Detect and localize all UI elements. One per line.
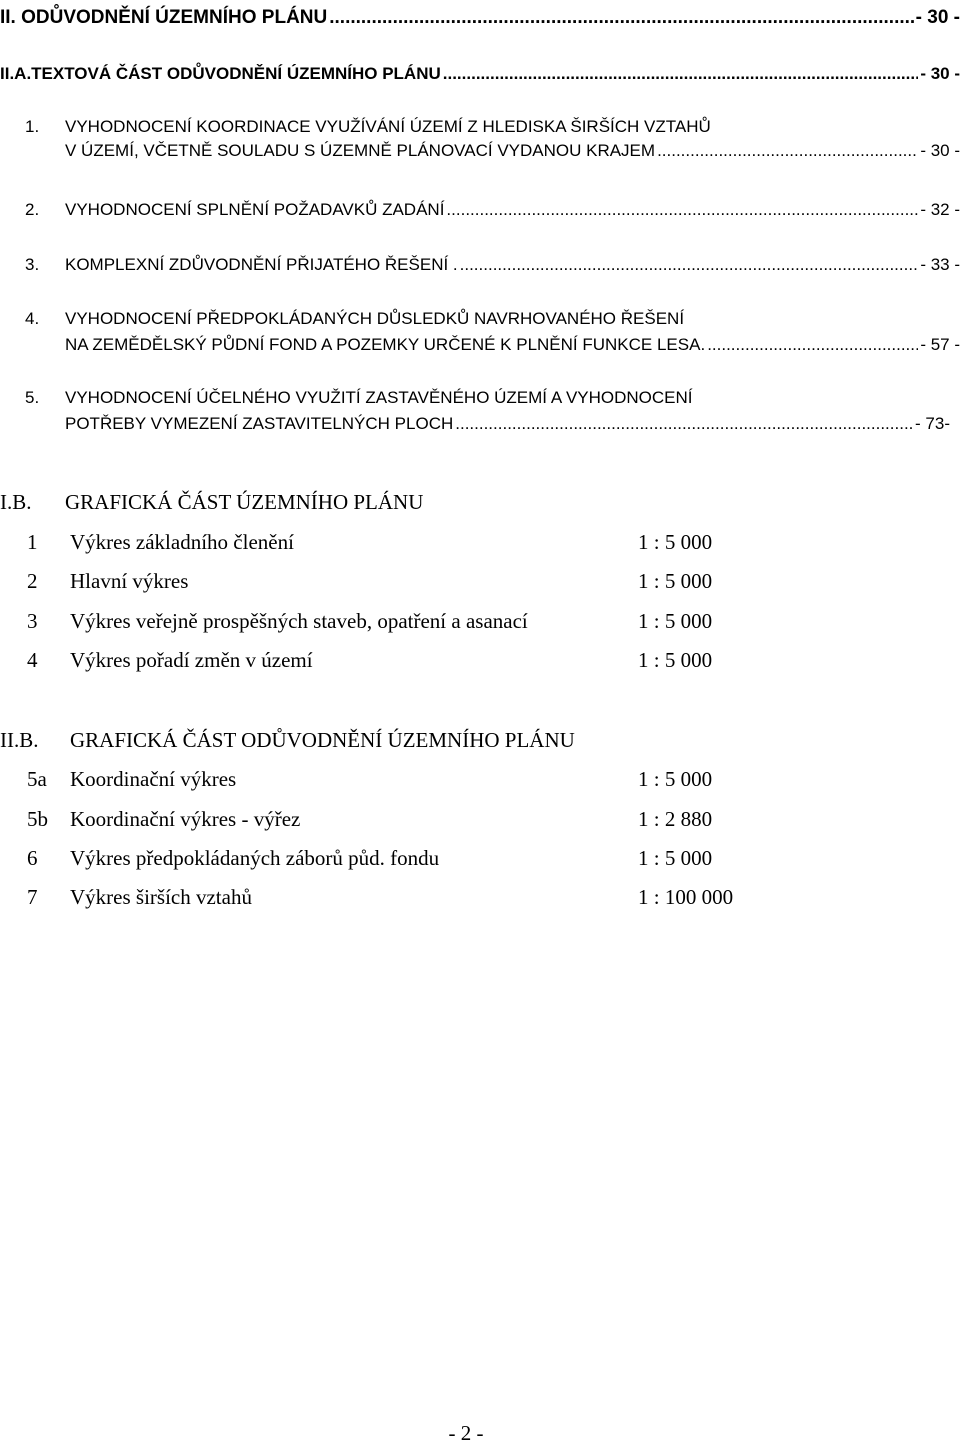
drawing-row [0, 885, 960, 915]
page-number: - 2 - [448, 1421, 484, 1445]
toc-item-title-line2: POTŘEBY VYMEZENÍ ZASTAVITELNÝCH PLOCH [65, 414, 454, 433]
toc-page-number: - 57 - [920, 335, 960, 354]
drawing-scale: 1 : 5 000 [638, 648, 713, 672]
toc-item-title-line1: VYHODNOCENÍ KOORDINACE VYUŽÍVÁNÍ ÚZEMÍ Z HLEDISKA ŠIRŠÍCH VZTAHŮ [65, 117, 711, 136]
toc-item-5[interactable] [0, 388, 960, 444]
drawing-row [0, 846, 960, 876]
drawing-number: 2 [27, 569, 38, 593]
toc-page-number: - 73- [915, 414, 950, 433]
toc-item-title-line2: NA ZEMĚDĚLSKÝ PŮDNÍ FOND A POZEMKY URČENÉ K PLNĚNÍ FUNKCE LESA. [65, 335, 706, 354]
drawing-scale: 1 : 5 000 [638, 846, 713, 870]
dot-leader [460, 255, 919, 275]
drawing-name: Výkres širších vztahů [70, 885, 252, 909]
section-title: GRAFICKÁ ČÁST ÚZEMNÍHO PLÁNU [65, 490, 424, 514]
toc-page-number: - 32 - [920, 200, 960, 219]
dot-leader [657, 141, 918, 161]
toc-item-3[interactable] [0, 255, 960, 285]
drawing-name: Koordinační výkres - výřez [70, 807, 301, 831]
drawing-row [0, 530, 960, 560]
drawing-name: Hlavní výkres [70, 569, 189, 593]
drawing-number: 5b [27, 807, 48, 831]
drawing-scale: 1 : 5 000 [638, 609, 713, 633]
drawing-scale: 1 : 5 000 [638, 530, 713, 554]
dot-leader [329, 7, 913, 29]
drawing-name: Výkres veřejně prospěšných staveb, opatření a asanací [70, 609, 528, 633]
drawing-row [0, 767, 960, 797]
drawing-scale: 1 : 5 000 [638, 767, 713, 791]
drawing-number: 3 [27, 609, 38, 633]
toc-item-title-line1: VYHODNOCENÍ ÚČELNÉHO VYUŽITÍ ZASTAVĚNÉHO ÚZEMÍ A VYHODNOCENÍ [65, 388, 693, 407]
toc-item-title-line2: V ÚZEMÍ, VČETNĚ SOULADU S ÚZEMNĚ PLÁNOVACÍ VYDANOU KRAJEM [65, 141, 656, 160]
toc-item-title: KOMPLEXNÍ ZDŮVODNĚNÍ PŘIJATÉHO ŘEŠENÍ . [65, 255, 458, 274]
toc-item-number: 2. [25, 200, 40, 219]
toc-item-title: VYHODNOCENÍ SPLNĚNÍ POŽADAVKŮ ZADÁNÍ [65, 200, 445, 219]
toc-page-number: - 30 - [920, 141, 960, 160]
toc-item-2[interactable] [0, 200, 960, 230]
section-title: GRAFICKÁ ČÁST ODŮVODNĚNÍ ÚZEMNÍHO PLÁNU [70, 728, 575, 752]
toc-page-number: - 30 - [920, 64, 960, 83]
toc-item-1[interactable] [0, 117, 960, 173]
dot-leader [707, 335, 918, 355]
drawing-name: Výkres pořadí změn v území [70, 648, 313, 672]
dot-leader [443, 64, 919, 84]
section-code: I.B. [0, 490, 32, 514]
drawing-name: Koordinační výkres [70, 767, 237, 791]
drawing-row [0, 609, 960, 639]
toc-item-title-line1: VYHODNOCENÍ PŘEDPOKLÁDANÝCH DŮSLEDKŮ NAVRHOVANÉHO ŘEŠENÍ [65, 309, 685, 328]
dot-leader [455, 414, 913, 434]
drawing-row [0, 648, 960, 678]
toc-entry-main[interactable] [0, 7, 960, 37]
toc-item-number: 1. [25, 117, 40, 136]
dot-leader [446, 200, 918, 220]
drawing-number: 6 [27, 846, 38, 870]
toc-entry-sub[interactable] [0, 64, 960, 94]
toc-item-4[interactable] [0, 309, 960, 365]
toc-page-number: - 30 - [915, 7, 960, 28]
drawing-name: Výkres předpokládaných záborů půd. fondu [70, 846, 440, 870]
drawing-scale: 1 : 2 880 [638, 807, 713, 831]
section-code: II.B. [0, 728, 39, 752]
toc-title: II.A.TEXTOVÁ ČÁST ODŮVODNĚNÍ ÚZEMNÍHO PLÁNU [0, 64, 441, 83]
drawing-row [0, 807, 960, 837]
drawing-scale: 1 : 5 000 [638, 569, 713, 593]
drawing-number: 4 [27, 648, 38, 672]
toc-title: II. ODŮVODNĚNÍ ÚZEMNÍHO PLÁNU [0, 7, 328, 28]
page-footer [0, 1421, 960, 1446]
toc-page-number: - 33 - [920, 255, 960, 274]
drawing-number: 7 [27, 885, 38, 909]
drawing-row [0, 569, 960, 599]
toc-item-number: 3. [25, 255, 40, 274]
toc-item-number: 5. [25, 388, 40, 407]
drawing-scale: 1 : 100 000 [638, 885, 734, 909]
drawing-name: Výkres základního členění [70, 530, 294, 554]
toc-item-number: 4. [25, 309, 40, 328]
drawing-number: 5a [27, 767, 47, 791]
drawing-number: 1 [27, 530, 38, 554]
